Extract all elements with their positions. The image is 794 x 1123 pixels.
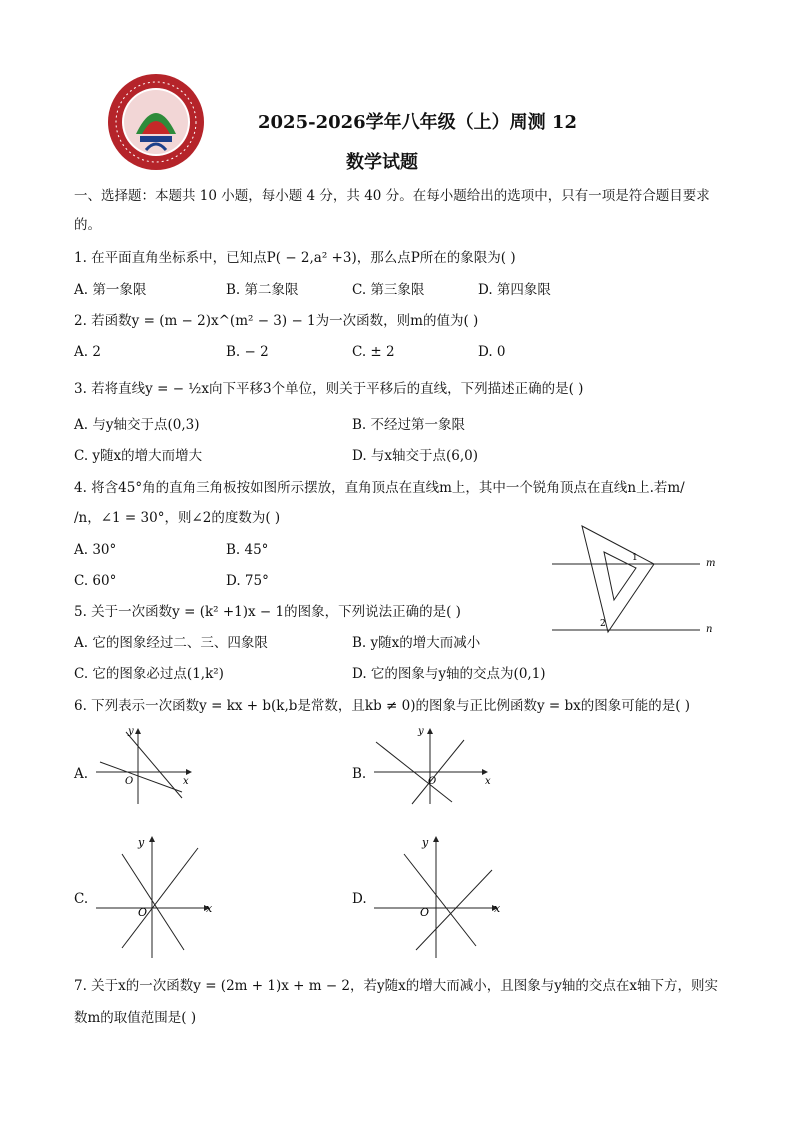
angle-2-label: 2 — [600, 619, 606, 629]
question-4-stem-line2: /n，∠1 = 30°，则∠2的度数为( ) — [74, 510, 281, 526]
svg-text:O: O — [138, 906, 148, 919]
question-1-stem: 1. 在平面直角坐标系中，已知点P( − 2,a² +3)，那么点P所在的象限为( ) — [74, 250, 516, 266]
question-6-graph-a — [90, 722, 200, 806]
question-5-stem: 5. 关于一次函数y = (k² +1)x − 1的图象，下列说法正确的是( ) — [74, 604, 461, 620]
page-title: 2025-2026学年八年级（上）周测 12 — [258, 112, 577, 133]
question-2-option-c: C. ± 2 — [352, 344, 395, 360]
svg-text:y: y — [138, 836, 145, 849]
page-subtitle: 数学试题 — [346, 152, 418, 173]
question-4-figure — [548, 522, 724, 638]
section-instruction-line1: 一、选择题：本题共 10 小题，每小题 4 分，共 40 分。在每小题给出的选项中，只有一项是符合题目要求 — [74, 188, 710, 204]
question-4-option-c: C. 60° — [74, 573, 117, 589]
question-4-option-d: D. 75° — [226, 573, 269, 589]
question-2-option-d: D. 0 — [478, 344, 506, 360]
question-5-option-a: A. 它的图象经过二、三、四象限 — [74, 635, 268, 651]
svg-text:O: O — [420, 906, 430, 919]
question-4-option-a: A. 30° — [74, 542, 117, 558]
question-2-stem: 2. 若函数y = (m − 2)x^(m² − 3) − 1为一次函数，则m的值为( ) — [74, 313, 479, 329]
svg-text:y: y — [418, 726, 424, 737]
question-6-graph-c — [90, 832, 220, 960]
line-m-label: m — [706, 558, 716, 569]
question-2-option-b: B. − 2 — [226, 344, 269, 360]
question-3-option-b: B. 不经过第一象限 — [352, 417, 466, 433]
school-logo — [106, 72, 206, 172]
svg-text:O: O — [428, 776, 437, 787]
svg-text:x: x — [206, 902, 213, 915]
line-n-label: n — [706, 624, 713, 635]
svg-text:O: O — [125, 776, 134, 787]
question-1-option-d: D. 第四象限 — [478, 282, 551, 298]
question-6-stem: 6. 下列表示一次函数y = kx + b(k,b是常数，且kb ≠ 0)的图象与正比例函数y = bx的图象可能的是( ) — [74, 698, 691, 714]
question-6-option-c-label: C. — [74, 891, 89, 907]
question-1-option-a: A. 第一象限 — [74, 282, 147, 298]
svg-text:x: x — [494, 902, 501, 915]
question-3-stem: 3. 若将直线y = − ½x向下平移3个单位，则关于平移后的直线，下列描述正确的是( ) — [74, 381, 584, 397]
section-instruction-line2: 的。 — [74, 217, 101, 233]
question-5-option-b: B. y随x的增大而减小 — [352, 635, 481, 651]
angle-1-label: 1 — [632, 553, 638, 563]
question-7-stem-line1: 7. 关于x的一次函数y = (2m + 1)x + m − 2，若y随x的增大而减小，且图象与y轴的交点在x轴下方，则实 — [74, 978, 718, 994]
question-3-option-c: C. y随x的增大而增大 — [74, 448, 203, 464]
triangle-ruler-outer — [582, 526, 654, 632]
question-6-graph-d — [368, 832, 508, 960]
question-7-stem-line2: 数m的取值范围是( ) — [74, 1010, 197, 1026]
question-2-option-a: A. 2 — [74, 344, 101, 360]
svg-text:x: x — [485, 776, 491, 787]
question-6-graph-b — [368, 722, 498, 806]
question-5-option-c: C. 它的图象必过点(1,k²) — [74, 666, 224, 682]
question-4-option-b: B. 45° — [226, 542, 269, 558]
question-6-option-a-label: A. — [74, 766, 89, 782]
svg-text:y: y — [128, 726, 134, 737]
question-6-option-b-label: B. — [352, 766, 367, 782]
question-3-option-d: D. 与x轴交于点(6,0) — [352, 448, 479, 464]
question-1-option-c: C. 第三象限 — [352, 282, 425, 298]
question-4-stem-line1: 4. 将含45°角的直角三角板按如图所示摆放，直角顶点在直线m上，其中一个锐角顶点在直线n上.若m/ — [74, 480, 685, 496]
question-1-option-b: B. 第二象限 — [226, 282, 299, 298]
question-3-option-a: A. 与y轴交于点(0,3) — [74, 417, 200, 433]
question-6-option-d-label: D. — [352, 891, 367, 907]
svg-text:x: x — [183, 776, 189, 787]
question-5-option-d: D. 它的图象与y轴的交点为(0,1) — [352, 666, 546, 682]
svg-text:y: y — [422, 836, 429, 849]
